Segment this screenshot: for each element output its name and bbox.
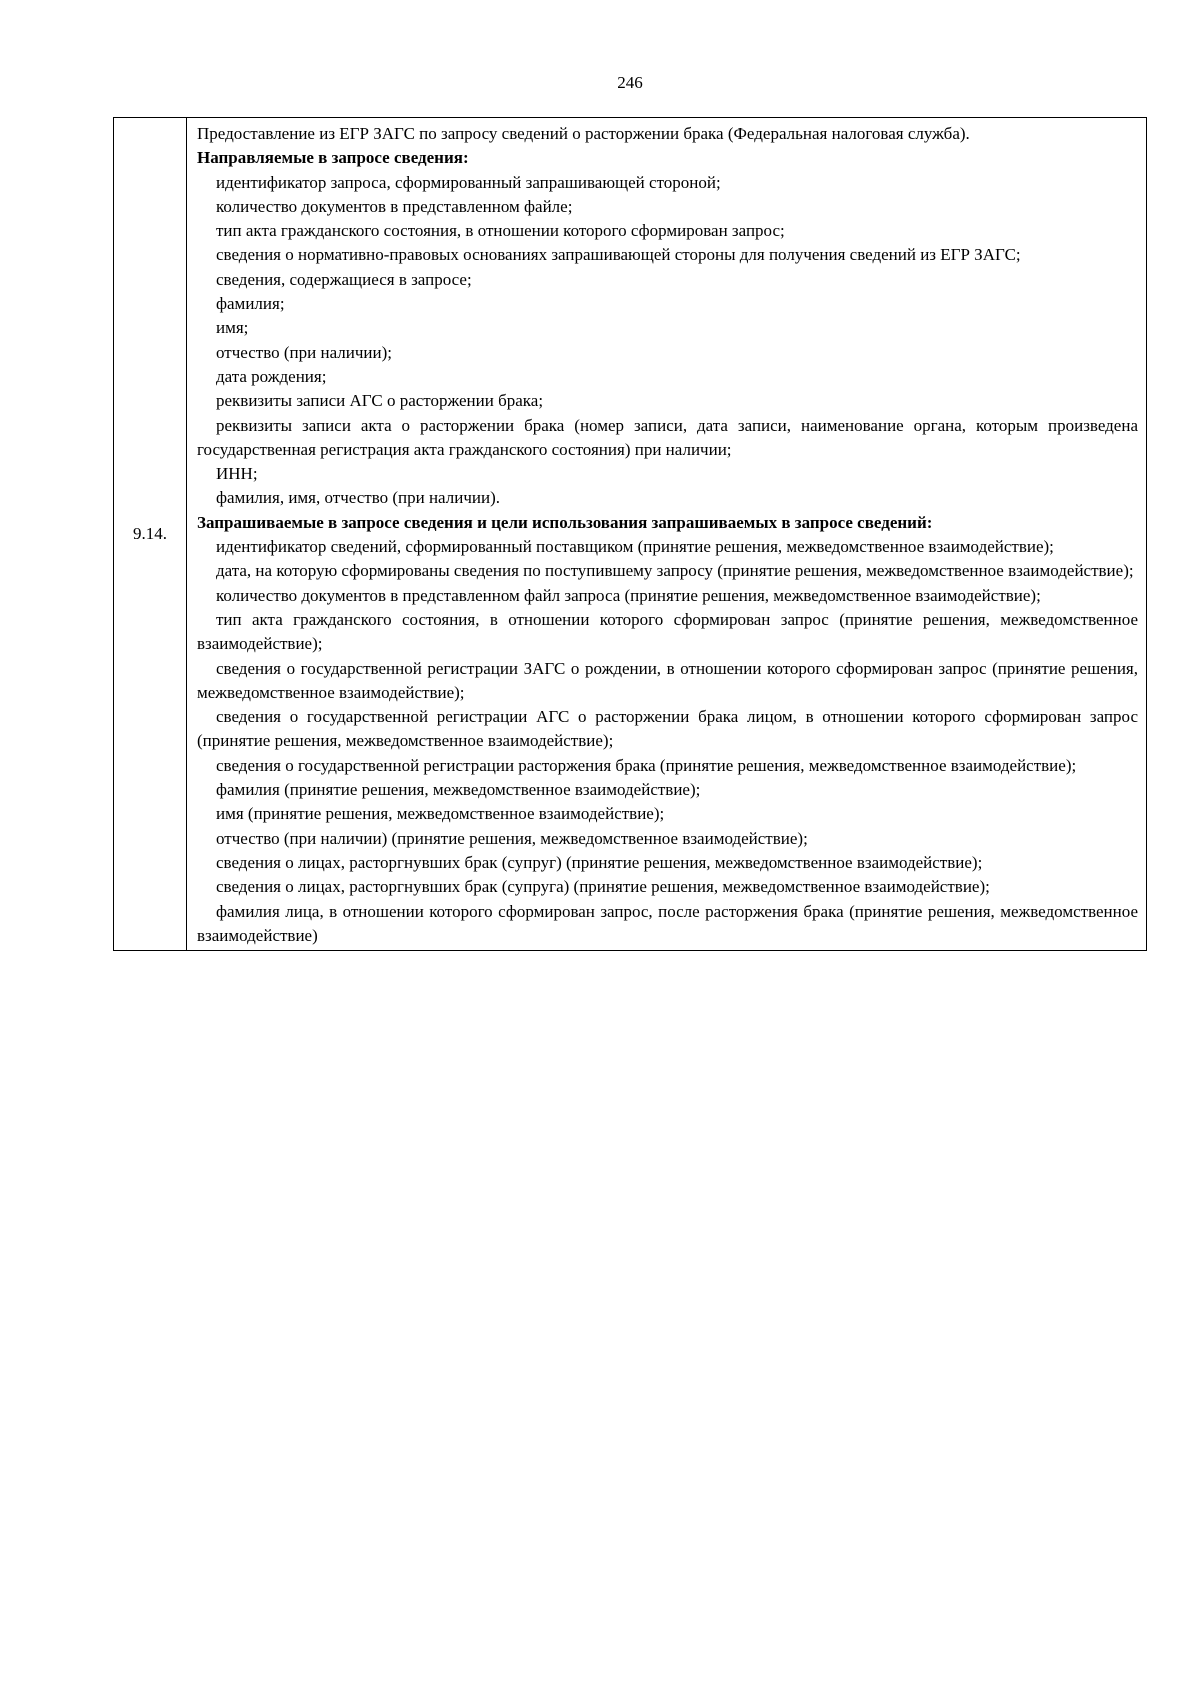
page-number: 246	[617, 73, 643, 92]
list-item: имя;	[216, 318, 249, 338]
row-number: 9.14.	[114, 118, 187, 951]
list-item: фамилия, имя, отчество (при наличии).	[216, 488, 500, 508]
list-item: дата рождения;	[216, 366, 327, 386]
list-item: идентификатор запроса, сформированный запрашивающей стороной;	[216, 172, 721, 192]
list-item: тип акта гражданского состояния, в отношении которого сформирован запрос;	[216, 221, 785, 241]
content-table	[113, 117, 1147, 951]
list-item: реквизиты записи АГС о расторжении брака;	[216, 391, 544, 411]
table-row	[114, 118, 1147, 951]
list-item: сведения о лицах, расторгнувших брак (супруг) (принятие решения, межведомственное взаимодействие);	[216, 852, 983, 872]
list-item: отчество (при наличии) (принятие решения, межведомственное взаимодействие);	[216, 828, 808, 848]
list-item: тип акта гражданского состояния, в отношении которого сформирован запрос (принятие решения, межведомственное взаимодействие);	[197, 609, 1138, 654]
list-item: идентификатор сведений, сформированный поставщиком (принятие решения, межведомственное взаимодействие);	[216, 537, 1054, 557]
list-item: сведения о государственной регистрации АГС о расторжении брака лицом, в отношении которого сформирован запрос (принятие решения, межведомственное взаимодействие);	[197, 707, 1138, 751]
sent-heading: Направляемые в запросе сведения:	[197, 148, 469, 168]
list-item: сведения, содержащиеся в запросе;	[216, 269, 472, 289]
row-intro: Предоставление из ЕГР ЗАГС по запросу сведений о расторжении брака (Федеральная налоговая служба).	[197, 124, 970, 143]
list-item: сведения о нормативно-правовых основаниях запрашивающей стороны для получения сведений из ЕГР ЗАГС;	[216, 245, 1021, 265]
list-item: ИНН;	[216, 464, 258, 484]
list-item: сведения о государственной регистрации ЗАГС о рождении, в отношении которого сформирован запрос (принятие решения, межведомственное взаимодействие);	[197, 658, 1138, 702]
list-item: отчество (при наличии);	[216, 342, 392, 362]
list-item: реквизиты записи акта о расторжении брака (номер записи, дата записи, наименование органа, которым произведена государственная регистрация акта гражданского состояния) при наличии;	[197, 415, 1138, 459]
list-item: имя (принятие решения, межведомственное взаимодействие);	[216, 804, 665, 824]
list-item: фамилия лица, в отношении которого сформирован запрос, после расторжения брака (принятие решения, межведомственное взаимодействие)	[197, 901, 1138, 945]
requested-heading: Запрашиваемые в запросе сведения и цели использования запрашиваемых в запросе сведений:	[197, 512, 933, 532]
list-item: дата, на которую сформированы сведения по поступившему запросу (принятие решения, межведомственное взаимодействие);	[216, 561, 1134, 581]
list-item: сведения о государственной регистрации расторжения брака (принятие решения, межведомственное взаимодействие);	[216, 755, 1077, 775]
row-content	[187, 118, 1147, 951]
list-item: количество документов в представленном файле;	[216, 196, 573, 216]
list-item: фамилия;	[216, 294, 285, 314]
list-item: сведения о лицах, расторгнувших брак (супруга) (принятие решения, межведомственное взаимодействие);	[216, 877, 990, 897]
list-item: фамилия (принятие решения, межведомственное взаимодействие);	[216, 780, 701, 800]
list-item: количество документов в представленном файл запроса (принятие решения, межведомственное взаимодействие);	[216, 585, 1041, 605]
